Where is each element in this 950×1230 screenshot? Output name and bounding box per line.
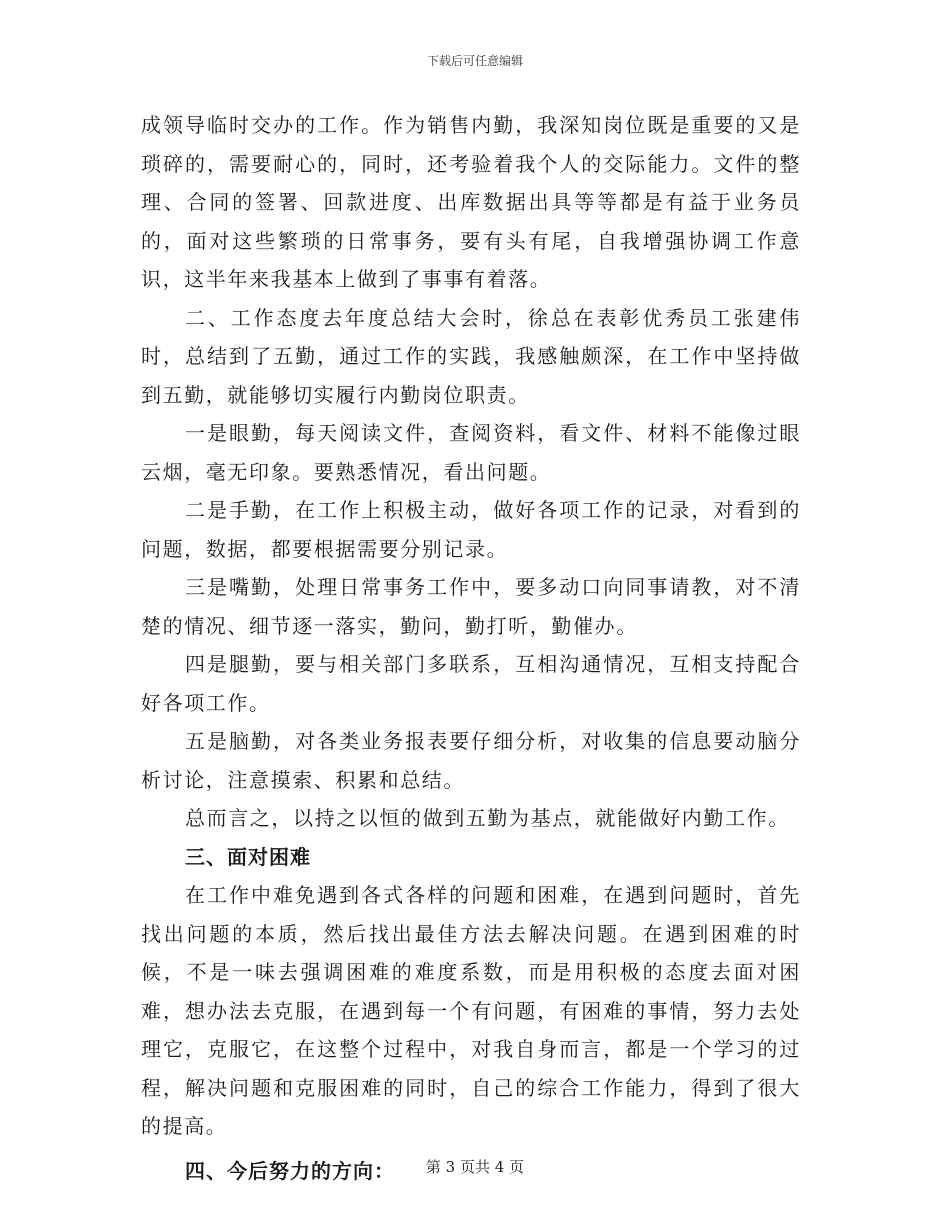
section-heading-future-direction: 四、今后努力的方向： bbox=[185, 1158, 395, 1183]
paragraph-summary: 总而言之，以持之以恒的做到五勤为基点，就能做好内勤工作。 bbox=[185, 806, 790, 830]
page-header: 下载后可任意编辑 bbox=[426, 54, 523, 68]
section-heading-difficulties: 三、面对困难 bbox=[185, 844, 311, 869]
paragraph-eye-diligence: 一是眼勤，每天阅读文件，查阅资料，看文件、材料不能像过眼云烟，毫无印象。要熟悉情况，看出问题。 bbox=[141, 421, 801, 484]
paragraph-continued: 成领导临时交办的工作。作为销售内勤，我深知岗位既是重要的又是琐碎的，需要耐心的，同时，还考验着我个人的交际能力。文件的整理、合同的签署、回款进度、出库数据出具等等都是有益于业务员的，面对这些繁琐的日常事务，要有头有尾，自我增强协调工作意识，这半年来我基本上做到了事事有着落。 bbox=[141, 113, 801, 291]
paragraph-hand-diligence: 二是手勤，在工作上积极主动，做好各项工作的记录，对看到的问题，数据，都要根据需要分别记录。 bbox=[141, 498, 801, 561]
paragraph-difficulties: 在工作中难免遇到各式各样的问题和困难，在遇到问题时，首先找出问题的本质，然后找出最佳方法去解决问题。在遇到困难的时候，不是一味去强调困难的难度系数，而是用积极的态度去面对困难，想办法去克服，在遇到每一个有问题，有困难的事情，努力去处理它，克服它，在这整个过程中，对我自身而言，都是一个学习的过程，解决问题和克服困难的同时，自己的综合工作能力，得到了很大的提高。 bbox=[141, 883, 801, 1138]
paragraph-leg-diligence: 四是腿勤，要与相关部门多联系，互相沟通情况，互相支持配合好各项工作。 bbox=[141, 652, 801, 715]
paragraph-work-attitude: 二、工作态度去年度总结大会时，徐总在表彰优秀员工张建伟时，总结到了五勤，通过工作的实践，我感触颇深，在工作中坚持做到五勤，就能够切实履行内勤岗位职责。 bbox=[141, 305, 801, 407]
paragraph-brain-diligence: 五是脑勤，对各类业务报表要仔细分析，对收集的信息要动脑分析讨论，注意摸索、积累和总结。 bbox=[141, 729, 801, 792]
paragraph-mouth-diligence: 三是嘴勤，处理日常事务工作中，要多动口向同事请教，对不清楚的情况、细节逐一落实，勤问，勤打听，勤催办。 bbox=[141, 575, 801, 638]
document-body bbox=[141, 106, 801, 1190]
page-footer: 第 3 页共 4 页 bbox=[425, 1158, 525, 1176]
